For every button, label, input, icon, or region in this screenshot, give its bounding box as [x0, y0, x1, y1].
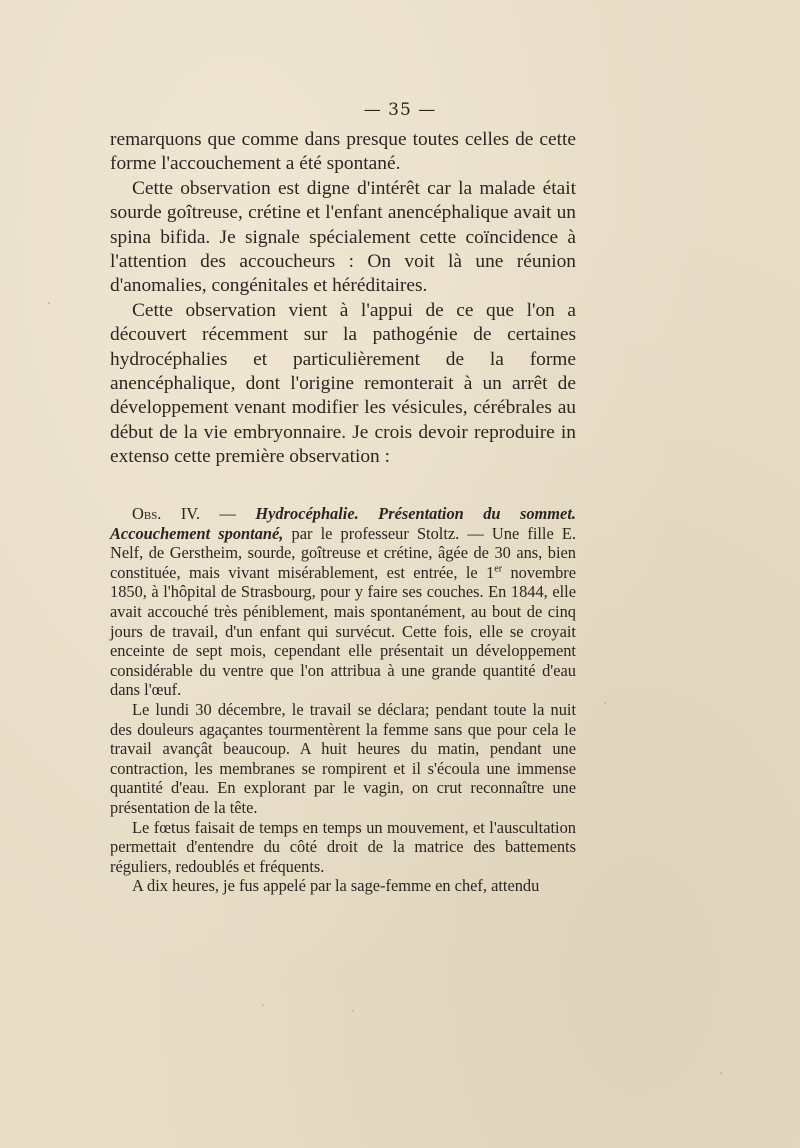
main-text-block: [110, 128, 576, 470]
observation-label: Obs. IV. —: [132, 504, 236, 523]
observation-paragraph-labor: Le lundi 30 décembre, le travail se déclara; pendant toute la nuit des douleurs agaçantes tourmentèrent la femme sans que pour cela le travail avançât beaucoup. A huit heures du matin, pendant une contraction, les membranes se rompirent et il s'écoula une immense quantité d'eau. En explorant par le vagin, on crut reconnaître une présentation de la tête.: [110, 699, 576, 817]
observation-title: Hydrocéphalie. Présentation du sommet. Accouchement spontané,: [110, 504, 576, 543]
paper-speck: [352, 1010, 354, 1012]
observation-paragraph-ten-oclock: A dix heures, je fus appelé par la sage-femme en chef, attendu: [132, 876, 540, 896]
paragraph-observation-interest: Cette observation est digne d'intérêt car la malade était sourde goîtreuse, crétine et l'enfant anencéphalique avait un spina bifida. Je signale spécialement cette coïncidence à l'attention des accoucheurs : On voit là une réunion d'anomalies, congénitales et héréditaires.: [110, 177, 576, 297]
paper-speck: [604, 702, 606, 704]
page-number: — 35 —: [363, 100, 437, 120]
observation-intro-paragraph: [110, 504, 576, 700]
paper-speck: [48, 302, 50, 304]
paper-speck: [262, 1004, 264, 1006]
observation-paragraph-fetus: Le fœtus faisait de temps en temps un mouvement, et l'auscultation permettait d'entendre du côté droit de la matrice des battements réguliers, redoublés et fréquents.: [110, 817, 576, 876]
paragraph-pathogenesis: Cette observation vient à l'appui de ce que l'on a découvert récemment sur la pathogénie de certaines hydrocéphalies et particulièrement de la forme anencéphalique, dont l'origine remonterait à un arrêt de développement venant modifier les vésicules, cérébrales au début de la vie embryonnaire. Je crois devoir reproduire in extenso cette première observation :: [110, 299, 576, 468]
observation-intro-rest: novembre 1850, à l'hôpital de Strasbourg, pour y faire ses couches. En 1844, elle avait accouché très péniblement, mais spontanément, au bout de cinq jours de travail, d'un enfant qui survécut. Cette fois, elle se croyait enceinte de sept mois, cependant elle présentait un développement considérable du ventre que l'on attribua à une grande quantité d'eau dans l'œuf.: [110, 562, 576, 700]
paragraph-continuation: remarquons que comme dans presque toutes celles de cette forme l'accouchement a été spontané.: [110, 129, 576, 175]
observation-block: [110, 504, 576, 896]
observation-intro: par le professeur Stoltz. — Une fille E. Nelf, de Gerstheim, sourde, goîtreuse et crétine, âgée de 30 ans, bien constituée, mais vivant misérablement, est entrée, le 1: [110, 523, 576, 582]
observation-intro-superscript: er: [494, 563, 503, 575]
paper-speck: [720, 1072, 722, 1074]
